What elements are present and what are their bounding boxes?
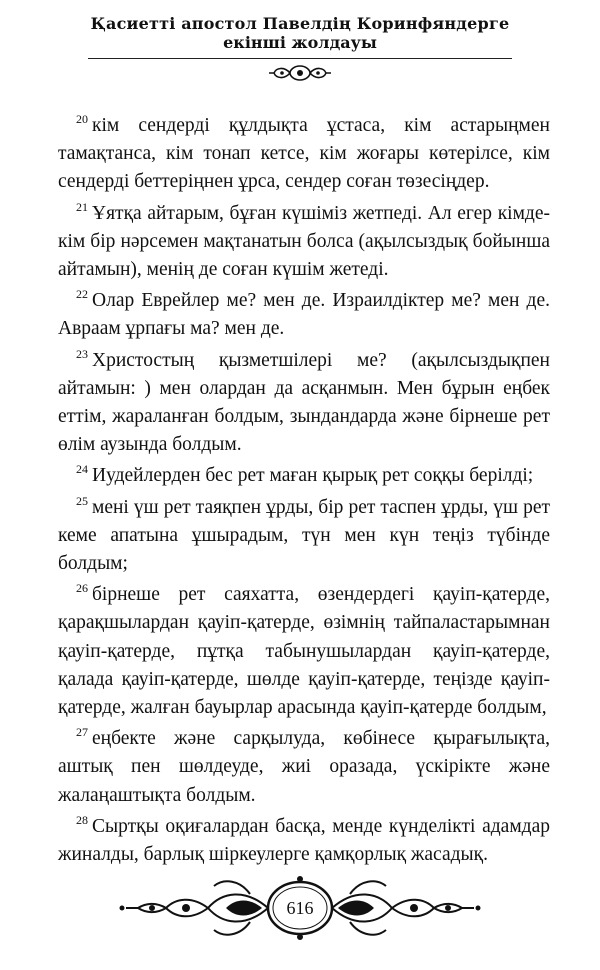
verse — [58, 200, 550, 285]
header-divider — [88, 58, 512, 59]
verse — [58, 813, 550, 869]
verse-number: 20 — [76, 112, 88, 126]
header-ornament-icon — [268, 62, 332, 84]
verse-number: 24 — [76, 462, 88, 477]
verse — [58, 347, 550, 460]
verse-text: Сыртқы оқиғалардан басқа, менде күнделікті адамдар жиналды, барлық шіркеулерге қамқорлық жасадық. — [58, 815, 550, 866]
verse-number: 21 — [76, 199, 88, 214]
verses-body — [58, 112, 550, 872]
verse — [58, 112, 550, 197]
page-header — [0, 14, 600, 52]
verse — [58, 287, 550, 343]
verse-number: 22 — [76, 287, 88, 302]
verse — [58, 462, 550, 490]
page-footer — [0, 866, 600, 950]
verse-number: 27 — [76, 725, 88, 740]
verse-text: мені үш рет таяқпен ұрды, бір рет таспен ұрды, үш рет кеме апатына ұшырадым, түн мен күн теңіз түбінде болдым; — [58, 496, 550, 575]
verse-text: Олар Еврейлер ме? мен де. Израилдіктер ме? мен де. Авраам ұрпағы ма? мен де. — [58, 290, 550, 340]
verse — [58, 581, 550, 722]
verse — [58, 725, 550, 810]
verse-number: 26 — [76, 581, 88, 596]
header-title-line1: Қасиетті апостол Павелдің Коринфяндерге — [90, 14, 510, 33]
verse-text: Христостың қызметшілері ме? (ақылсыздықпен айтамын: ) мен олардан да асқанмын. Мен бұрын еңбек еттім, жараланған болдым, зындандарда және бірнеше рет өлім аузында болдым. — [58, 349, 550, 456]
verse-text: кім сендерді құлдықта ұстаса, кім астарыңмен тамақтанса, кім тонап кетсе, кім жоғары көтерілсе, кім сендерді беттеріңнен ұрса, сендер соған төзесіңдер. — [58, 115, 550, 193]
header-title-line2: екінші жолдауы — [223, 33, 377, 52]
verse-text: Ұятқа айтарым, бұған күшіміз жетпеді. Ал егер кімде-кім бір нәрсемен мақтанатын болса (ақылсыздық бойынша айтамын), менің де соған күшім жетеді. — [58, 202, 550, 281]
verse-number: 28 — [76, 812, 88, 827]
page-number: 616 — [286, 898, 314, 918]
verse-text: еңбекте және сарқылуда, көбінесе қырағылықта, аштық пен шөлдеуде, жиі оразада, үскірікте және жалаңаштықта болдым. — [58, 728, 550, 806]
verse-text: Иудейлерден бес рет маған қырық рет соққы берілді; — [92, 465, 534, 487]
verse-number: 25 — [76, 493, 88, 508]
verse — [58, 494, 550, 579]
verse-number: 23 — [76, 346, 88, 361]
verse-text: бірнеше рет саяхатта, өзендердегі қауіп-қатерде, қарақшылардан қауіп-қатерде, өзімнің тайпаластарымнан қауіп-қатерде, пұтқа табынушылардан қауіп-қатерде, қалада қауіп-қатерде, шөлде қауіп-қатерде, теңізде қауіп-қатерде, жалған бауырлар арасында қауіп-қатерде болдым, — [58, 584, 550, 719]
